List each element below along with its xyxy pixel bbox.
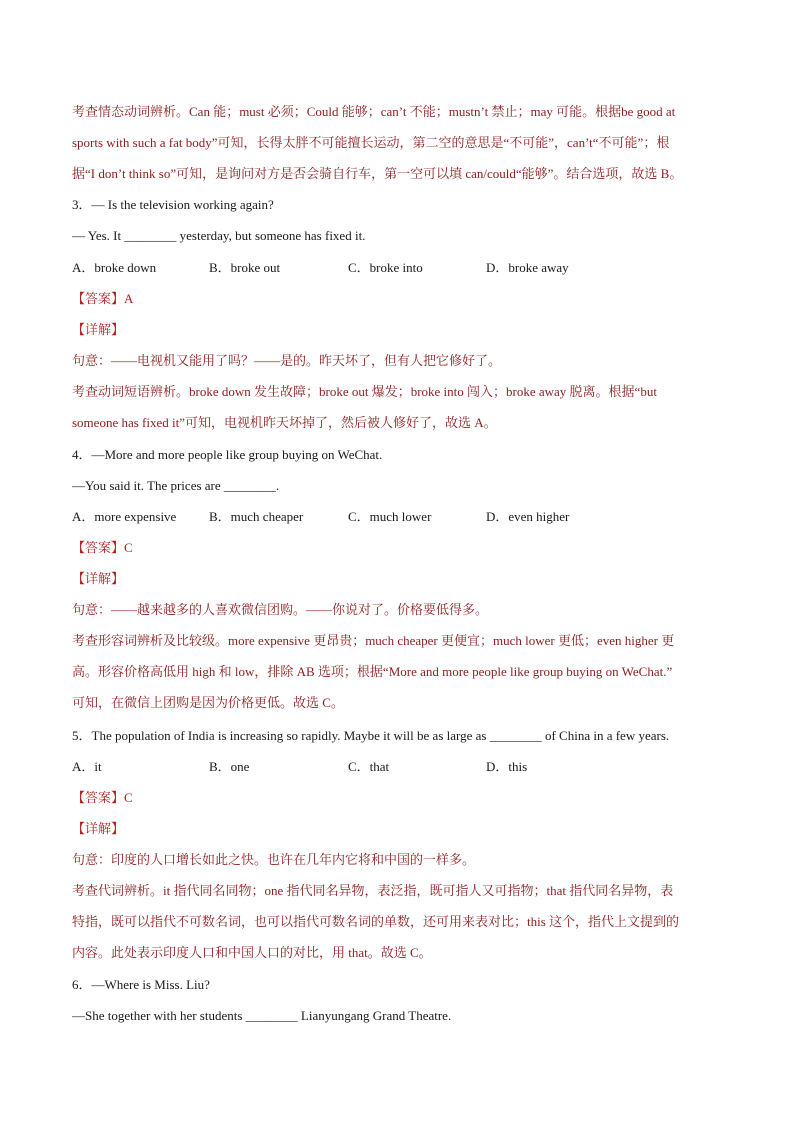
q5-option-a: A．it xyxy=(72,759,102,774)
q2-analysis-line1: 考查情态动词辨析。Can 能；must 必须；Could 能够；can’t 不能；mustn’t 禁止；may 可能。根据be good at xyxy=(72,104,676,119)
q4-option-b: B．much cheaper xyxy=(209,509,304,524)
q3-option-d: D．broke away xyxy=(486,260,569,275)
q5-detail-label: 【详解】 xyxy=(72,821,125,836)
q4-answer: 【答案】C xyxy=(72,540,133,555)
q4-analysis-line2: 高。形容价格高低用 high 和 low，排除 AB 选项；根据“More and more people like group buying on WeChat.” xyxy=(72,664,673,679)
q3-analysis-line1: 考查动词短语辨析。broke down 发生故障；broke out 爆发；broke into 闯入；broke away 脱离。根据“but xyxy=(72,384,657,399)
q3-answer: 【答案】A xyxy=(72,291,134,306)
q3-meaning: 句意：——电视机又能用了吗？——是的。昨天坏了，但有人把它修好了。 xyxy=(72,353,502,368)
q6-stem-line1: 6．—Where is Miss. Liu? xyxy=(72,977,210,992)
q3-option-a: A．broke down xyxy=(72,260,157,275)
q2-analysis-line3: 据“I don’t think so”可知，是询问对方是否会骑自行车，第一空可以填 can/could“能够”。结合选项，故选 B。 xyxy=(72,166,683,181)
q5-analysis-line1: 考查代词辨析。it 指代同名同物；one 指代同名异物，表泛指，既可指人又可指物；that 指代同名异物，表 xyxy=(72,883,674,898)
q5-analysis-line3: 内容。此处表示印度人口和中国人口的对比，用 that。故选 C。 xyxy=(72,945,432,960)
q3-option-c: C．broke into xyxy=(348,260,423,275)
q5-option-d: D．this xyxy=(486,759,528,774)
q5-answer: 【答案】C xyxy=(72,790,133,805)
q4-option-a: A．more expensive xyxy=(72,509,177,524)
q3-stem-line1: 3．— Is the television working again? xyxy=(72,197,274,212)
q4-analysis-line1: 考查形容词辨析及比较级。more expensive 更昂贵；much cheaper 更便宜；much lower 更低；even higher 更 xyxy=(72,633,675,648)
q3-analysis-line2: someone has fixed it”可知，电视机昨天坏掉了，然后被人修好了，故选 A。 xyxy=(72,415,497,430)
q4-stem-line2: —You said it. The prices are ________. xyxy=(72,478,280,493)
q5-analysis-line2: 特指，既可以指代不可数名词，也可以指代可数名词的单数，还可用来表对比；this 这个，指代上文提到的 xyxy=(72,914,680,929)
q3-detail-label: 【详解】 xyxy=(72,322,125,337)
q6-stem-line2: —She together with her students ________ Lianyungang Grand Theatre. xyxy=(72,1008,452,1023)
q5-stem-line1: 5．The population of India is increasing so rapidly. Maybe it will be as large as ________ of China in a few years. xyxy=(72,728,670,743)
q5-option-c: C．that xyxy=(348,759,390,774)
q3-stem-line2: — Yes. It ________ yesterday, but someone has fixed it. xyxy=(72,228,366,243)
q2-analysis-line2: sports with such a fat body”可知，长得太胖不可能擅长运动，第二空的意思是“不可能”，can’t“不可能”；根 xyxy=(72,135,670,150)
q4-option-d: D．even higher xyxy=(486,509,570,524)
q5-meaning: 句意：印度的人口增长如此之快。也许在几年内它将和中国的一样多。 xyxy=(72,852,476,867)
q4-analysis-line3: 可知，在微信上团购是因为价格更低。故选 C。 xyxy=(72,695,344,710)
q4-option-c: C．much lower xyxy=(348,509,432,524)
q3-option-b: B．broke out xyxy=(209,260,281,275)
q4-meaning: 句意：——越来越多的人喜欢微信团购。——你说对了。价格要低得多。 xyxy=(72,602,489,617)
q4-detail-label: 【详解】 xyxy=(72,571,125,586)
q4-stem-line1: 4．—More and more people like group buying on WeChat. xyxy=(72,447,383,462)
q5-option-b: B．one xyxy=(209,759,250,774)
